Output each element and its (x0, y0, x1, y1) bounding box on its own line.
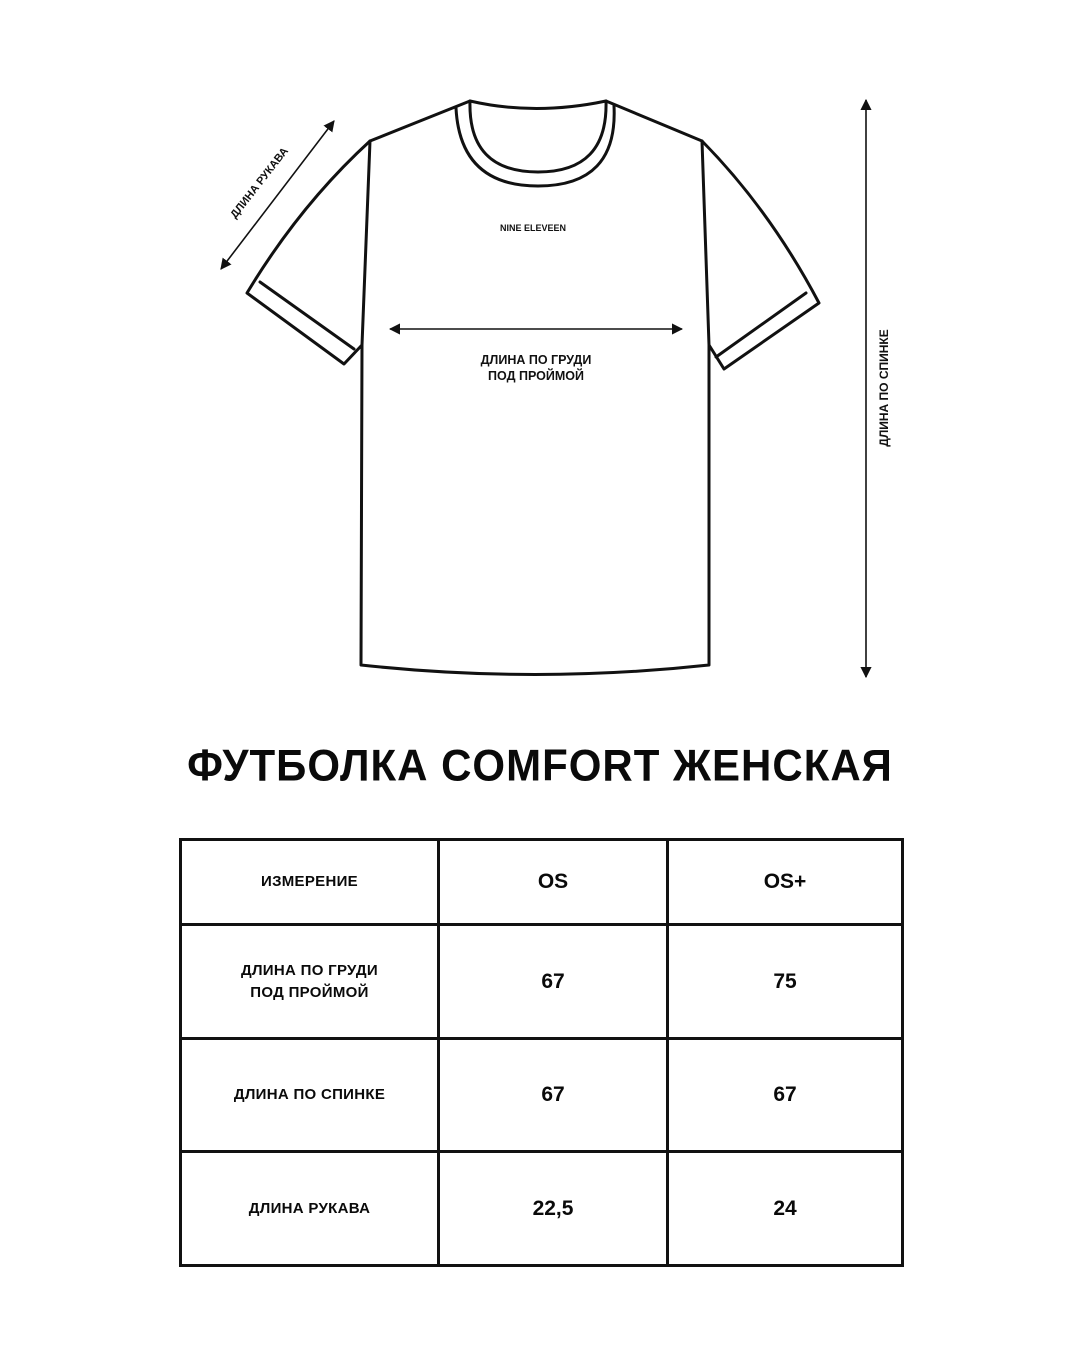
table-row (181, 925, 903, 1039)
table-header-row (181, 840, 903, 925)
tshirt-outline (247, 101, 819, 675)
row-value-os-plus: 75 (668, 925, 903, 1039)
table-row (181, 1152, 903, 1266)
chest-width-label-line1: ДЛИНА ПО ГРУДИ (480, 353, 592, 367)
row-value-os: 67 (439, 1039, 668, 1152)
row-label: ДЛИНА ПО ГРУДИ ПОД ПРОЙМОЙ (181, 925, 439, 1039)
sleeve-length-label: ДЛИНА РУКАВА (228, 145, 291, 221)
size-table (179, 838, 904, 1267)
table-row (181, 1039, 903, 1152)
header-size-os: OS (439, 840, 668, 925)
product-title: ФУТБОЛКА COMFORT ЖЕНСКАЯ (187, 740, 893, 791)
row-label: ДЛИНА ПО СПИНКЕ (181, 1039, 439, 1152)
chest-width-label-line2: ПОД ПРОЙМОЙ (488, 369, 584, 383)
row-value-os: 67 (439, 925, 668, 1039)
brand-print: NINE ELEVEEN (499, 223, 567, 233)
row-value-os-plus: 24 (668, 1152, 903, 1266)
header-measure: ИЗМЕРЕНИЕ (181, 840, 439, 925)
header-size-os-plus: OS+ (668, 840, 903, 925)
row-label: ДЛИНА РУКАВА (181, 1152, 439, 1266)
row-value-os-plus: 67 (668, 1039, 903, 1152)
row-value-os: 22,5 (439, 1152, 668, 1266)
back-length-label: ДЛИНА ПО СПИНКЕ (877, 329, 891, 447)
